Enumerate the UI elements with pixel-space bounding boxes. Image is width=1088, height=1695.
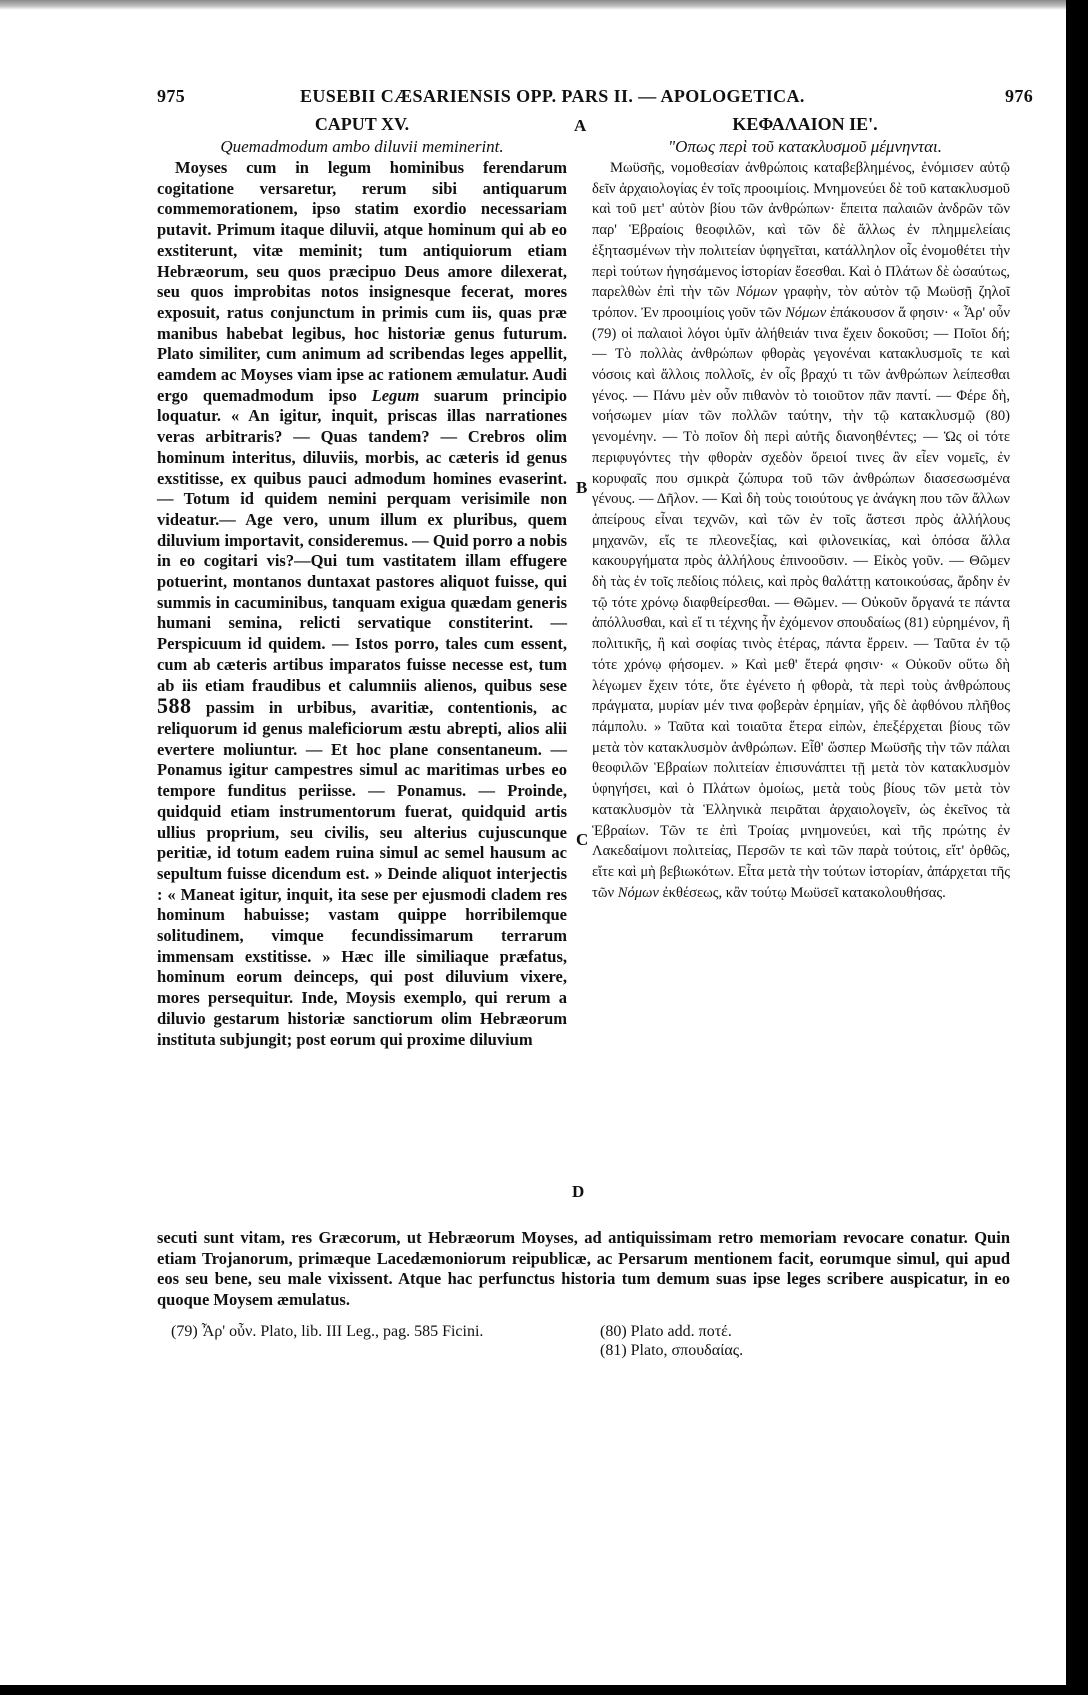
margin-marker-b: B xyxy=(576,478,588,497)
greek-text-3: ἐπάκουσον ἅ φησιν· « Ἆρ' οὖν (79) οἱ παλαιοὶ λόγοι ὑμῖν ἀλήθειάν τινα ἔχειν δοκοῦσι; — Ποῖοι δή; — Τὸ πολλὰς ἀνθρώπων φθορὰς γεγονέναι κατακλυσμοῖς τε καὶ νόσοις καὶ ἄλλοις πολλοῖς, ἐν οἷς βραχύ τι τῶν ἀνθρώπων λείπεσθαι γένος. — Πάνυ μὲν οὖν πιθανὸν τὸ τοιοῦτον πᾶν παντί. — Φέρε δὴ, νοήσωμεν μίαν τῶν πολλῶν ταύτην, τὴν τῷ κατακλυσμῷ (80) γενομένην. — Τὸ ποῖον δὴ περὶ αὐτῆς διανοηθέντες; — Ὡς οἱ τότε περιφυγόντες τὴν φθορὰν σχεδὸν ὄρειοί τινες ἂν εἶεν νομεῖς, ἐν κορυφαῖς που σμικρὰ ζώπυρα τοῦ τῶν ἀνθρώπων διασεσωσμένα γένους. — Δῆλον. — Καὶ δὴ τοὺς τοιούτους γε ἀνάγκη που τῶν ἄλλων ἀπείρους εἶναι τεχνῶν, καὶ τῶν ἐν τοῖς ἄστεσι πρὸς ἀλλήλους μηχανῶν, εἴς τε πλεονεξίας, καὶ φιλονεικίας, καὶ ὁπόσα ἄλλα κακουργήματα πρὸς ἀλλήλους ἐπινοοῦσιν. — Εἰκὸς γοῦν. — Θῶμεν δὴ τὰς ἐν τοῖς πεδίοις πόλεις, καὶ πρὸς θαλάττῃ κατοικούσας, ἄρδην ἐν τῷ τότε χρόνῳ διαφθείρεσθαι. — Θῶμεν. — Οὐκοῦν ὄργανά τε πάντα ἀπόλλυσθαι, καὶ εἴ τι τέχνης ἦν ἐχόμενον σπουδαίως (81) εὑρημένον, ἢ πολιτικῆς, ἢ καὶ σοφίας τινὸς ἑτέρας, πάντα ἔρρειν. — Ταῦτα ἐν τῷ τότε χρόνῳ φήσομεν. » Καὶ μεθ' ἕτερά φησιν· « Οὐκοῦν οὕτω δὴ λέγωμεν ἔχειν τότε, ὅτε ἐγένετο ἡ φθορὰ, τὰ περὶ τοὺς ἀνθρώπους πράγματα, μυρίαν μέν τινα φοβερὰν ἐρημίαν, γῆς δὲ ἀφθόνου πλῆθος πάμπολυ. » Ταῦτα καὶ τοιαῦτα ἕτερα εἰπὼν, ἐπεξέρχεται βίους τῶν μετὰ τὸν κατακλυσμὸν ἀνθρώπων. Εἶθ' ὥσπερ Μωϋσῆς τὴν τῶν πάλαι θεοφιλῶν Ἑβραίων πολιτείαν ἐπισυνάπτει τῇ μετὰ τὸν κατακλυσμὸν ὑφηγήσει, καὶ ὁ Πλάτων ὁμοίως, μετὰ τοὺς βίους τῶν μετὰ τὸν κατακλυσμὸν τὰ Ἑλληνικὰ πειρᾶται ἀρχαιολογεῖν, ὡς ἐκεῖνος τὰ Ἑβραίων. Τῶν τε ἐπὶ Τροίας μνημονεύει, καὶ τῆς πρώτης ἐν Λακεδαίμονι πολιτείας, Περσῶν τε καὶ τῶν παρὰ τούτοις, εἴτ' ὀρθῶς, εἴτε καὶ μὴ βεβιωκότων. Εἶτα μετὰ τὴν τούτων ἱστορίαν, ἀπάρχεται τῆς τῶν xyxy=(592,304,1010,901)
footnotes-right xyxy=(600,1322,1010,1360)
page-mark-588: 588 xyxy=(157,693,192,719)
footnote-81: (81) Plato, σπουδαίας. xyxy=(600,1342,744,1359)
greek-chapter-title: ΚΕΦΑΛΑΙΟΝ ΙΕ'. xyxy=(732,114,878,134)
greek-nomon-1: Νόμων xyxy=(736,284,778,301)
margin-marker-c: C xyxy=(576,830,589,849)
latin-column xyxy=(157,112,567,1050)
footnotes-left xyxy=(157,1322,567,1341)
greek-nomon-2: Νόμων xyxy=(785,304,827,321)
latin-text-3: passim in urbibus, avaritiæ, contentionis, ac reliquorum id genus maleficiorum æstu abrepti, alios alii evertere moliuntur. — Et hoc plane consentaneum. — Ponamus igitur campestres simul ac maritimas urbes eo tempore funditus periisse. — Ponamus. — Proinde, quidquid etiam instrumentorum fuerat, quidquid artis ullius proprium, seu civilis, seu alterius cujuscunque peritiæ, id totum eadem ruina simul ac semel hausum ac sepultum fuisse dicendum est. » Deinde aliquot interjectis : « Maneat igitur, inquit, ita sese per ejusmodi cladem res hominum habuisse; vastam quippe horribilemque solitudinem, vimque fecundissimarum terrarum immensam exstitisse. » Hæc ille similiaque præfatus, hominum eorum deinceps, qui post diluvium vixere, mores persequitur. Inde, Moysis exemplo, qui rerum a diluvio gestarum historiæ sanctiorum olim Hebræorum instituta subjungit; post eorum qui proxime diluvium xyxy=(157,698,567,1049)
greek-text-4: ἐκθέσεως, κἂν τούτῳ Μωϋσεῖ κατακολουθήσας. xyxy=(658,884,946,901)
scan-bottom-edge xyxy=(0,1685,1088,1695)
greek-chapter-subtitle: "Οπως περὶ τοῦ κατακλυσμοῦ μέμνηνται. xyxy=(668,137,942,156)
greek-body xyxy=(592,158,1010,903)
latin-chapter-subtitle: Quemadmodum ambo diluvii meminerint. xyxy=(220,137,504,156)
running-title: EUSEBII CÆSARIENSIS OPP. PARS II. — APOLOGETICA. xyxy=(300,86,805,106)
latin-chapter-title: CAPUT XV. xyxy=(314,114,410,134)
latin-legum: Legum xyxy=(371,385,420,405)
greek-column xyxy=(592,112,1010,903)
latin-text-2: suarum principio loquatur. « An igitur, inquit, priscas illas narrationes veras arbitraris? — Quas tandem? — Crebros olim hominum interitus, diluviis, morbis, ac cæteris id genus exstitisse, ex quibus pauci admodum homines evaserint. — Totum id quidem nemini perquam verisimile non videatur.— Age vero, unum illum ex pluribus, quem diluvium importavit, consideremus. — Quid porro a nobis in eo cogitari vis?—Qui tum vastitatem illam effugere potuerint, montanos duntaxat pastores aliquot fuisse, qui summis in cacuminibus, tanquam exigua quædam generis humani semina, relicti servatique constiterint. — Perspicuum id quidem. — Istos porro, tales cum essent, cum ab cæteris artibus imparatos fuisse necesse est, tum ab iis etiam fraudibus et calumniis alienos, quibus sese xyxy=(157,385,567,695)
scan-right-edge xyxy=(1066,0,1088,1695)
greek-text-1: Μωϋσῆς, νομοθεσίαν ἀνθρώποις καταβεβλημένος, ἐνόμισεν αὐτῷ δεῖν ἀρχαιολογίας ἐν τοῖς προοιμίοις. Μνημονεύει δὲ τοῦ κατακλυσμοῦ καὶ τοῦ μετ' αὐτὸν βίου τῶν ἀνθρώπων· ἔπειτα παλαιῶν ἀνδρῶν τῶν παρ' Ἑβραίοις θεοφιλῶν, καὶ τῶν δὲ ἄλλως ἐν πλημμελείαις ἐξητασμένων τὴν πολιτείαν ὑφηγεῖται, κατάλληλον οἷς ἐνομοθέτει τὴν περὶ τούτων ἡγησάμενος ἱστορίαν ἔσεσθαι. Καὶ ὁ Πλάτων δὲ ὡσαύτως, παρελθὼν ἐπὶ τὴν τῶν xyxy=(592,160,1010,301)
scan-top-edge xyxy=(0,0,1088,10)
page-number-right: 976 xyxy=(1005,86,1034,106)
greek-nomon-3: Νόμων xyxy=(617,884,659,901)
margin-marker-d: D xyxy=(572,1182,585,1201)
running-header xyxy=(0,86,1088,110)
latin-text-1: Moyses cum in legum hominibus ferendarum cogitatione versaretur, rerum sibi antiquarum commemorationem, ipso statim exordio necessariam putavit. Primum itaque diluvii, atque hominum qui ab eo exstiterunt, vitæ meminit; tum antiquiorum etiam Hebræorum, seu quos præcipuo Deus amore dilexerat, seu quos improbitas notos insignesque fecerat, mores exposuit, ratus conjunctum in primis cum iis, quas præ manibus habebat legibus, hoc historiæ genus futurum. Plato similiter, cum animum ad scribendas leges appellit, eamdem ac Moyses viam ipse ac rationem æmulatur. Audi ergo quemadmodum ipso xyxy=(157,158,567,405)
footnote-79: (79) Ἆρ' οὖν. Plato, lib. III Leg., pag. 585 Ficini. xyxy=(171,1323,484,1340)
page-number-left: 975 xyxy=(157,86,186,106)
footnote-80: (80) Plato add. ποτέ. xyxy=(600,1323,732,1340)
greek-text-2: γραφὴν, τὸν αὐτὸν τῷ Μωϋσῇ ζηλοῖ τρόπον. Ἐν προοιμίοις γοῦν τῶν xyxy=(592,284,1010,321)
margin-marker-a: A xyxy=(574,116,587,135)
latin-body xyxy=(157,158,567,1050)
latin-continuation: secuti sunt vitam, res Græcorum, ut Hebræorum Moyses, ad antiquissimam retro memoriam revocare conatur. Quin etiam Trojanorum, primæque Lacedæmoniorum reipublicæ, ac Persarum mentionem facit, eorumque simul, qui apud eos seu bene, seu male vixissent. Atque hac perfunctus historia tum demum suas ipse leges scribere auspicatur, in eo quoque Moysem æmulatus. xyxy=(157,1228,1010,1310)
